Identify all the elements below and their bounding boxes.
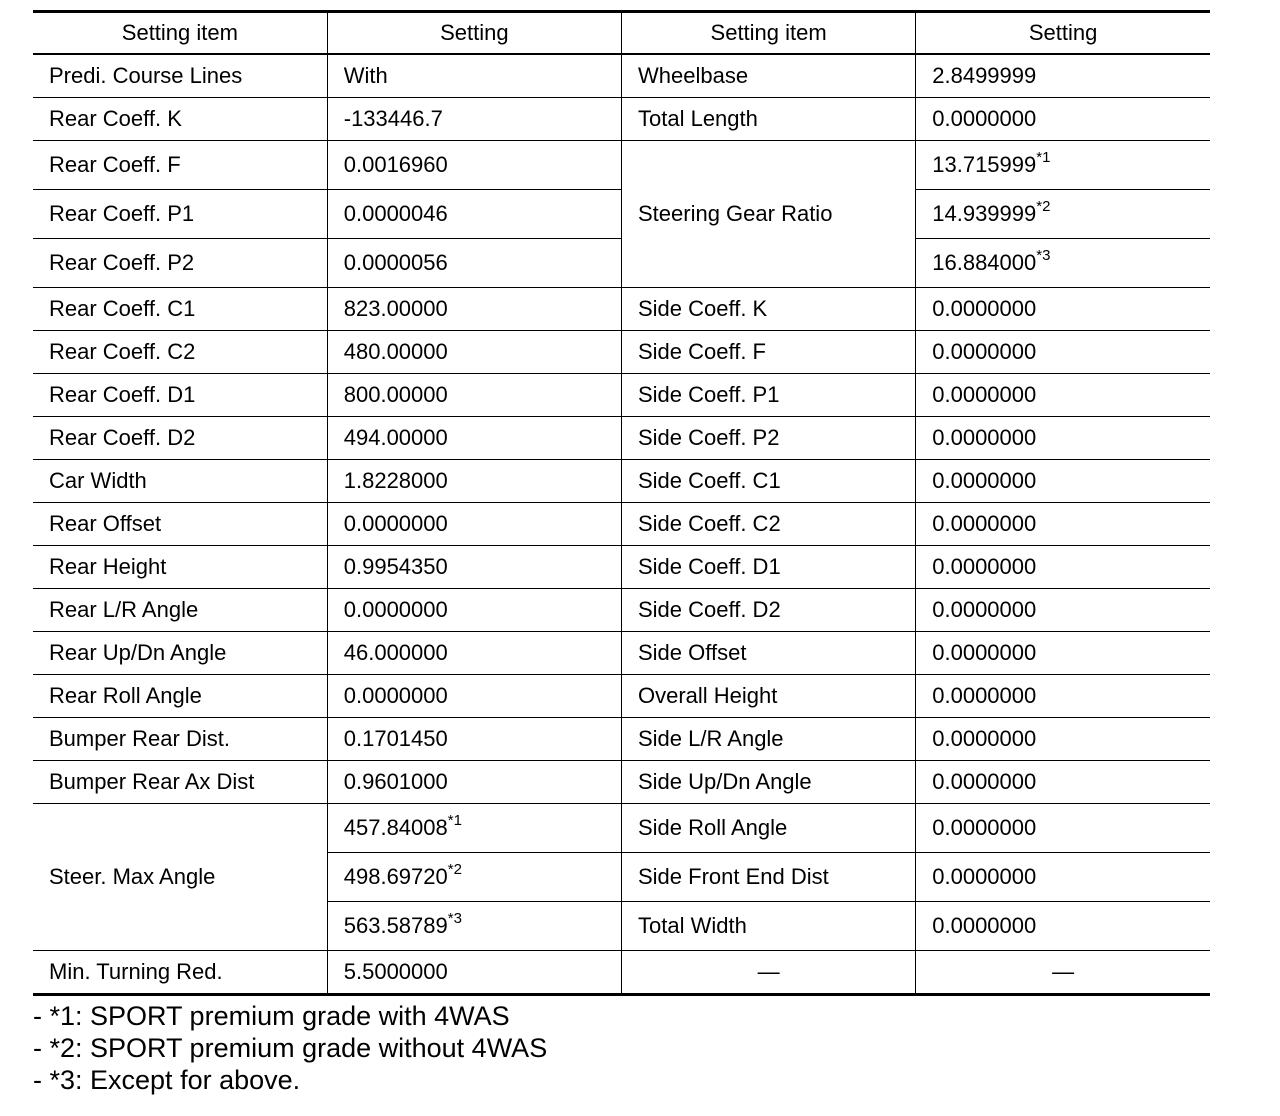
setting-item-cell: Rear Coeff. C2 bbox=[33, 331, 327, 374]
setting-value-cell: 0.0000000 bbox=[916, 675, 1210, 718]
steer-max-angle-value bbox=[327, 853, 621, 902]
setting-value-cell: 0.9954350 bbox=[327, 546, 621, 589]
steer-max-angle-value bbox=[327, 804, 621, 853]
setting-value-cell: 0.0000000 bbox=[916, 98, 1210, 141]
steering-gear-ratio-value bbox=[916, 239, 1210, 288]
setting-value-cell: 0.0000000 bbox=[916, 804, 1210, 853]
setting-item-cell: Total Length bbox=[622, 98, 916, 141]
setting-value-cell: 0.0000000 bbox=[916, 589, 1210, 632]
setting-value-cell: -133446.7 bbox=[327, 98, 621, 141]
setting-item-cell: Wheelbase bbox=[622, 54, 916, 98]
table-row bbox=[33, 98, 1210, 141]
value-text: 14.939999 bbox=[932, 201, 1037, 226]
table-row bbox=[33, 761, 1210, 804]
setting-item-cell: Side Coeff. D2 bbox=[622, 589, 916, 632]
table-row bbox=[33, 804, 1210, 853]
footnote: - *2: SPORT premium grade without 4WAS bbox=[33, 1033, 548, 1063]
settings-table bbox=[33, 10, 1210, 996]
setting-value-cell: 0.0000000 bbox=[916, 761, 1210, 804]
header-setting: Setting bbox=[916, 12, 1210, 55]
setting-value-cell: 480.00000 bbox=[327, 331, 621, 374]
setting-value-cell: 0.1701450 bbox=[327, 718, 621, 761]
setting-value-cell: 0.0000046 bbox=[327, 190, 621, 239]
steer-max-angle-value bbox=[327, 902, 621, 951]
setting-item-cell: — bbox=[622, 951, 916, 995]
setting-item-cell: Side Coeff. C2 bbox=[622, 503, 916, 546]
steering-gear-ratio-value bbox=[916, 141, 1210, 190]
setting-item-cell: Side Offset bbox=[622, 632, 916, 675]
setting-item-cell: Car Width bbox=[33, 460, 327, 503]
setting-value-cell: 0.0000000 bbox=[916, 460, 1210, 503]
table-row bbox=[33, 331, 1210, 374]
setting-item-cell: Rear Coeff. C1 bbox=[33, 288, 327, 331]
footnote-marker: *3 bbox=[447, 910, 462, 927]
footnote-marker: *1 bbox=[1036, 149, 1051, 166]
setting-value-cell: 0.0000000 bbox=[327, 589, 621, 632]
setting-item-cell: Rear Height bbox=[33, 546, 327, 589]
steering-gear-ratio-value bbox=[916, 190, 1210, 239]
setting-item-cell: Min. Turning Red. bbox=[33, 951, 327, 995]
setting-value-cell: 0.0000000 bbox=[916, 503, 1210, 546]
setting-value-cell: 0.0000000 bbox=[327, 675, 621, 718]
footnote-marker: *1 bbox=[447, 812, 462, 829]
setting-item-cell: Side Up/Dn Angle bbox=[622, 761, 916, 804]
setting-item-cell: Rear Coeff. D2 bbox=[33, 417, 327, 460]
setting-value-cell: 800.00000 bbox=[327, 374, 621, 417]
setting-item-cell: Rear Coeff. P1 bbox=[33, 190, 327, 239]
setting-value-cell: With bbox=[327, 54, 621, 98]
table-row bbox=[33, 374, 1210, 417]
table-row bbox=[33, 288, 1210, 331]
setting-value-cell: 5.5000000 bbox=[327, 951, 621, 995]
setting-value-cell: 46.000000 bbox=[327, 632, 621, 675]
table-body bbox=[33, 54, 1210, 995]
setting-value-cell: 1.8228000 bbox=[327, 460, 621, 503]
setting-item-cell: Side Coeff. P1 bbox=[622, 374, 916, 417]
setting-value-cell: 0.9601000 bbox=[327, 761, 621, 804]
footnotes bbox=[33, 1000, 1210, 1096]
table-row bbox=[33, 417, 1210, 460]
setting-value-cell: 0.0000000 bbox=[327, 503, 621, 546]
setting-value-cell: 0.0000000 bbox=[916, 902, 1210, 951]
setting-item-cell: Side Roll Angle bbox=[622, 804, 916, 853]
table-row bbox=[33, 141, 1210, 190]
header-setting: Setting bbox=[327, 12, 621, 55]
footnote-marker: *2 bbox=[1036, 198, 1051, 215]
setting-value-cell: 0.0000000 bbox=[916, 331, 1210, 374]
table-row bbox=[33, 503, 1210, 546]
setting-item-cell: Total Width bbox=[622, 902, 916, 951]
footnote: - *3: Except for above. bbox=[33, 1065, 301, 1095]
setting-item-cell: Rear L/R Angle bbox=[33, 589, 327, 632]
setting-item-cell: Bumper Rear Dist. bbox=[33, 718, 327, 761]
setting-value-cell: 0.0000000 bbox=[916, 853, 1210, 902]
steering-gear-ratio-label: Steering Gear Ratio bbox=[622, 141, 916, 288]
setting-value-cell: 0.0000056 bbox=[327, 239, 621, 288]
header-setting-item: Setting item bbox=[33, 12, 327, 55]
setting-item-cell: Side L/R Angle bbox=[622, 718, 916, 761]
setting-item-cell: Side Coeff. D1 bbox=[622, 546, 916, 589]
footnote: - *1: SPORT premium grade with 4WAS bbox=[33, 1001, 510, 1031]
setting-item-cell: Rear Coeff. K bbox=[33, 98, 327, 141]
setting-value-cell: 494.00000 bbox=[327, 417, 621, 460]
setting-item-cell: Rear Coeff. D1 bbox=[33, 374, 327, 417]
setting-value-cell: 0.0000000 bbox=[916, 632, 1210, 675]
table-row bbox=[33, 675, 1210, 718]
setting-value-cell: 0.0000000 bbox=[916, 718, 1210, 761]
value-text: 563.58789 bbox=[343, 913, 448, 938]
setting-value-cell: — bbox=[916, 951, 1210, 995]
setting-item-cell: Side Coeff. K bbox=[622, 288, 916, 331]
setting-value-cell: 0.0016960 bbox=[327, 141, 621, 190]
setting-value-cell: 0.0000000 bbox=[916, 417, 1210, 460]
setting-item-cell: Side Coeff. C1 bbox=[622, 460, 916, 503]
header-setting-item: Setting item bbox=[622, 12, 916, 55]
table-row bbox=[33, 718, 1210, 761]
value-text: 457.84008 bbox=[343, 815, 448, 840]
table-row bbox=[33, 460, 1210, 503]
setting-value-cell: 823.00000 bbox=[327, 288, 621, 331]
setting-item-cell: Predi. Course Lines bbox=[33, 54, 327, 98]
setting-value-cell: 0.0000000 bbox=[916, 288, 1210, 331]
setting-item-cell: Rear Coeff. F bbox=[33, 141, 327, 190]
value-text: 13.715999 bbox=[932, 152, 1037, 177]
setting-item-cell: Side Front End Dist bbox=[622, 853, 916, 902]
setting-value-cell: 0.0000000 bbox=[916, 374, 1210, 417]
footnote-marker: *2 bbox=[447, 861, 462, 878]
value-text: 16.884000 bbox=[932, 250, 1037, 275]
setting-value-cell: 2.8499999 bbox=[916, 54, 1210, 98]
value-text: 498.69720 bbox=[343, 864, 448, 889]
setting-item-cell: Rear Coeff. P2 bbox=[33, 239, 327, 288]
setting-item-cell: Rear Offset bbox=[33, 503, 327, 546]
table-row bbox=[33, 632, 1210, 675]
setting-item-cell: Overall Height bbox=[622, 675, 916, 718]
table-row bbox=[33, 546, 1210, 589]
steer-max-angle-label: Steer. Max Angle bbox=[33, 804, 327, 951]
setting-item-cell: Side Coeff. F bbox=[622, 331, 916, 374]
table-row bbox=[33, 54, 1210, 98]
header-row bbox=[33, 12, 1210, 55]
footnote-marker: *3 bbox=[1036, 247, 1051, 264]
setting-value-cell: 0.0000000 bbox=[916, 546, 1210, 589]
setting-item-cell: Rear Roll Angle bbox=[33, 675, 327, 718]
table-row bbox=[33, 951, 1210, 995]
setting-item-cell: Bumper Rear Ax Dist bbox=[33, 761, 327, 804]
setting-item-cell: Side Coeff. P2 bbox=[622, 417, 916, 460]
setting-item-cell: Rear Up/Dn Angle bbox=[33, 632, 327, 675]
settings-document bbox=[33, 10, 1210, 1096]
table-row bbox=[33, 589, 1210, 632]
